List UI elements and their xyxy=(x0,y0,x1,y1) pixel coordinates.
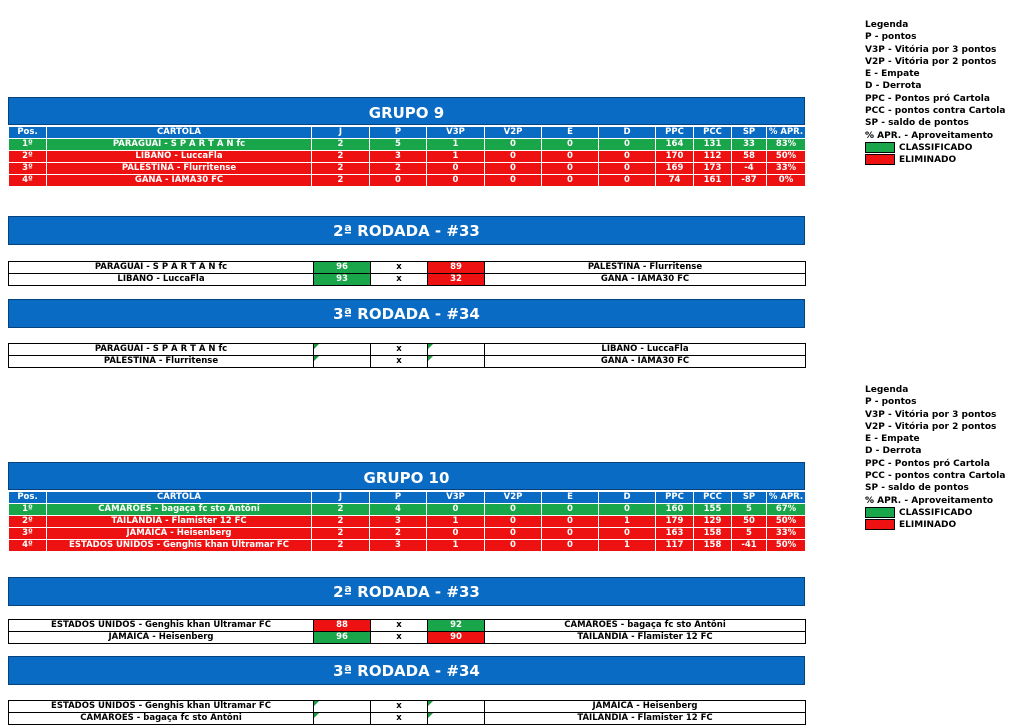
legend-panel xyxy=(865,19,1023,166)
classified-swatch xyxy=(865,142,895,153)
home-team: LÍBANO - LuccaFla xyxy=(9,274,314,286)
col-j: J xyxy=(312,127,370,139)
cell: 0 xyxy=(542,163,599,175)
legend-item: PPC - Pontos pró Cartola xyxy=(865,458,990,469)
legend-item: PCC - pontos contra Cartola xyxy=(865,471,1006,482)
col-v3p: V3P xyxy=(427,127,485,139)
cell: 0 xyxy=(485,504,542,516)
cell: 4º xyxy=(9,540,47,552)
group-10-round-2-matches xyxy=(8,619,805,644)
away-score-empty[interactable] xyxy=(428,356,485,368)
versus: x xyxy=(371,262,428,274)
cell: 1 xyxy=(599,516,656,528)
cell: 2 xyxy=(370,528,427,540)
home-team: PARAGUAI - S P A R T A N fc xyxy=(9,344,314,356)
home-score: 96 xyxy=(314,262,371,274)
cell: PALESTINA - Flurritense xyxy=(47,163,312,175)
table-row xyxy=(9,175,806,187)
legend-item: D - Derrota xyxy=(865,446,922,457)
away-team: GANA - IAMA30 FC xyxy=(485,356,806,368)
cell: 2º xyxy=(9,516,47,528)
cell: 0 xyxy=(599,163,656,175)
classified-swatch xyxy=(865,507,895,518)
home-score: 88 xyxy=(314,620,371,632)
cell: 158 xyxy=(694,540,732,552)
col-e: E xyxy=(542,127,599,139)
cell: 2 xyxy=(312,540,370,552)
versus: x xyxy=(371,344,428,356)
col-p: P xyxy=(370,492,427,504)
col-pcc: PCC xyxy=(694,127,732,139)
group-9-round-3-title: 3ª RODADA - #34 xyxy=(8,299,805,328)
cell: 33% xyxy=(767,163,806,175)
table-row xyxy=(9,540,806,552)
cell: 2º xyxy=(9,151,47,163)
match-row xyxy=(9,620,806,632)
cell: 0 xyxy=(485,175,542,187)
cell: 155 xyxy=(694,504,732,516)
group-10-round-3-title: 3ª RODADA - #34 xyxy=(8,656,805,685)
cell: LÍBANO - LuccaFla xyxy=(47,151,312,163)
cell: 169 xyxy=(656,163,694,175)
cell: 0 xyxy=(427,504,485,516)
group-9-round-2-matches xyxy=(8,261,805,286)
col-d: D xyxy=(599,127,656,139)
cell: 179 xyxy=(656,516,694,528)
cell: 5 xyxy=(732,504,767,516)
home-team: CAMARÕES - bagaça fc sto Antôni xyxy=(9,713,314,725)
away-team: JAMAICA - Heisenberg xyxy=(485,701,806,713)
cell: 173 xyxy=(694,163,732,175)
cell: ESTADOS UNIDOS - Genghis khan Ultramar FC xyxy=(47,540,312,552)
cell: 0 xyxy=(427,175,485,187)
home-team: ESTADOS UNIDOS - Genghis khan Ultramar FC xyxy=(9,620,314,632)
table-row xyxy=(9,139,806,151)
col-ppc: PPC xyxy=(656,492,694,504)
cell: 0 xyxy=(427,163,485,175)
cell: 2 xyxy=(312,139,370,151)
away-score-empty[interactable] xyxy=(428,701,485,713)
match-row xyxy=(9,632,806,644)
cell: 2 xyxy=(312,175,370,187)
home-score-empty[interactable] xyxy=(314,713,371,725)
cell: 161 xyxy=(694,175,732,187)
match-row xyxy=(9,344,806,356)
group-10-round-3-matches xyxy=(8,700,805,725)
group-9-title: GRUPO 9 xyxy=(8,97,805,125)
legend-item: PPC - Pontos pró Cartola xyxy=(865,93,990,104)
col-d: D xyxy=(599,492,656,504)
cell: 1 xyxy=(427,540,485,552)
cell: 0 xyxy=(599,504,656,516)
standings-header xyxy=(9,492,806,504)
col-pos: Pos. xyxy=(9,127,47,139)
col-j: J xyxy=(312,492,370,504)
cell: 5 xyxy=(370,139,427,151)
cell: 0 xyxy=(542,504,599,516)
home-team: JAMAICA - Heisenberg xyxy=(9,632,314,644)
eliminated-swatch xyxy=(865,154,895,165)
cell: 4º xyxy=(9,175,47,187)
cell: 50% xyxy=(767,151,806,163)
cell: 1 xyxy=(427,516,485,528)
col-p: P xyxy=(370,127,427,139)
cell: 0 xyxy=(599,175,656,187)
away-score: 92 xyxy=(428,620,485,632)
legend-title: Legenda xyxy=(865,385,909,395)
legend-item: D - Derrota xyxy=(865,81,922,92)
away-team: CAMARÕES - bagaça fc sto Antôni xyxy=(485,620,806,632)
legend-item: V2P - Vitória por 2 pontos xyxy=(865,56,997,67)
cell: 0 xyxy=(542,175,599,187)
table-row xyxy=(9,504,806,516)
away-score-empty[interactable] xyxy=(428,713,485,725)
cell: 1 xyxy=(427,139,485,151)
match-row xyxy=(9,274,806,286)
group-9-standings xyxy=(8,126,805,187)
cell: 0 xyxy=(427,528,485,540)
cell: 0 xyxy=(485,151,542,163)
versus: x xyxy=(371,274,428,286)
legend-classified-label: CLASSIFICADO xyxy=(899,142,973,153)
cell: 0 xyxy=(542,528,599,540)
cell: 0 xyxy=(542,540,599,552)
cell: 112 xyxy=(694,151,732,163)
group-9-round-3-matches xyxy=(8,343,805,368)
home-score-empty[interactable] xyxy=(314,356,371,368)
versus: x xyxy=(371,620,428,632)
legend-item: E - Empate xyxy=(865,69,920,80)
cell: 131 xyxy=(694,139,732,151)
legend-eliminated xyxy=(865,154,1023,166)
cell: 1 xyxy=(427,151,485,163)
away-score: 89 xyxy=(428,262,485,274)
cell: 170 xyxy=(656,151,694,163)
legend-eliminated-label: ELIMINADO xyxy=(899,154,957,165)
cell: 50% xyxy=(767,516,806,528)
cell: -4 xyxy=(732,163,767,175)
cell: 117 xyxy=(656,540,694,552)
legend-item: PCC - pontos contra Cartola xyxy=(865,106,1006,117)
col-cartola: CARTOLA xyxy=(47,492,312,504)
home-team: PALESTINA - Flurritense xyxy=(9,356,314,368)
cell: 0 xyxy=(485,516,542,528)
home-score-empty[interactable] xyxy=(314,344,371,356)
legend-item: SP - saldo de pontos xyxy=(865,483,969,494)
away-score-empty[interactable] xyxy=(428,344,485,356)
cell: 3º xyxy=(9,528,47,540)
table-row xyxy=(9,151,806,163)
cell: 164 xyxy=(656,139,694,151)
versus: x xyxy=(371,713,428,725)
away-team: LÍBANO - LuccaFla xyxy=(485,344,806,356)
cell: 74 xyxy=(656,175,694,187)
cell: CAMARÕES - bagaça fc sto Antôni xyxy=(47,504,312,516)
away-team: PALESTINA - Flurritense xyxy=(485,262,806,274)
away-team: TAILÂNDIA - Flamister 12 FC xyxy=(485,632,806,644)
legend-panel xyxy=(865,384,1023,531)
cell: 0 xyxy=(542,516,599,528)
cell: 0 xyxy=(599,139,656,151)
home-score: 96 xyxy=(314,632,371,644)
col-pos: Pos. xyxy=(9,492,47,504)
cell: 3º xyxy=(9,163,47,175)
cell: 0 xyxy=(485,528,542,540)
cell: 58 xyxy=(732,151,767,163)
cell: 83% xyxy=(767,139,806,151)
cell: 50 xyxy=(732,516,767,528)
legend-item: % APR. - Aproveitamento xyxy=(865,495,994,506)
versus: x xyxy=(371,701,428,713)
col-v2p: V2P xyxy=(485,492,542,504)
cell: GANA - IAMA30 FC xyxy=(47,175,312,187)
table-row xyxy=(9,163,806,175)
legend-item: SP - saldo de pontos xyxy=(865,118,969,129)
home-team: ESTADOS UNIDOS - Genghis khan Ultramar FC xyxy=(9,701,314,713)
away-team: TAILÂNDIA - Flamister 12 FC xyxy=(485,713,806,725)
cell: -41 xyxy=(732,540,767,552)
group-10-title: GRUPO 10 xyxy=(8,462,805,490)
cell: 160 xyxy=(656,504,694,516)
cell: JAMAICA - Heisenberg xyxy=(47,528,312,540)
cell: 163 xyxy=(656,528,694,540)
legend-item: V2P - Vitória por 2 pontos xyxy=(865,421,997,432)
cell: -87 xyxy=(732,175,767,187)
cell: 2 xyxy=(312,163,370,175)
col-cartola: CARTOLA xyxy=(47,127,312,139)
cell: 5 xyxy=(732,528,767,540)
cell: 3 xyxy=(370,540,427,552)
col-ppc: PPC xyxy=(656,127,694,139)
table-row xyxy=(9,528,806,540)
legend-title: Legenda xyxy=(865,20,909,30)
home-score: 93 xyxy=(314,274,371,286)
legend-item: P - pontos xyxy=(865,397,917,408)
col-sp: SP xyxy=(732,492,767,504)
eliminated-swatch xyxy=(865,519,895,530)
cell: 0 xyxy=(599,528,656,540)
away-team: GANA - IAMA30 FC xyxy=(485,274,806,286)
cell: 129 xyxy=(694,516,732,528)
table-row xyxy=(9,516,806,528)
col-v3p: V3P xyxy=(427,492,485,504)
versus: x xyxy=(371,356,428,368)
cell: 2 xyxy=(312,151,370,163)
cell: 33% xyxy=(767,528,806,540)
cell: 0 xyxy=(542,151,599,163)
group-10-standings xyxy=(8,491,805,552)
cell: 67% xyxy=(767,504,806,516)
cell: 2 xyxy=(312,528,370,540)
cell: 3 xyxy=(370,151,427,163)
cell: 2 xyxy=(370,163,427,175)
versus: x xyxy=(371,632,428,644)
legend-classified-label: CLASSIFICADO xyxy=(899,507,973,518)
legend-item: P - pontos xyxy=(865,32,917,43)
legend-classified xyxy=(865,507,1023,519)
cell: 1 xyxy=(599,540,656,552)
legend-item: V3P - Vitória por 3 pontos xyxy=(865,409,997,420)
cell: 3 xyxy=(370,516,427,528)
cell: 50% xyxy=(767,540,806,552)
legend-classified xyxy=(865,142,1023,154)
col-sp: SP xyxy=(732,127,767,139)
away-score: 90 xyxy=(428,632,485,644)
cell: PARAGUAI - S P A R T A N fc xyxy=(47,139,312,151)
cell: 0 xyxy=(370,175,427,187)
cell: 0% xyxy=(767,175,806,187)
away-score: 32 xyxy=(428,274,485,286)
col-apr: % APR. xyxy=(767,127,806,139)
home-team: PARAGUAI - S P A R T A N fc xyxy=(9,262,314,274)
cell: 0 xyxy=(485,540,542,552)
legend-item: E - Empate xyxy=(865,434,920,445)
match-row xyxy=(9,356,806,368)
match-row xyxy=(9,713,806,725)
col-pcc: PCC xyxy=(694,492,732,504)
cell: TAILÂNDIA - Flamister 12 FC xyxy=(47,516,312,528)
cell: 4 xyxy=(370,504,427,516)
legend-item: V3P - Vitória por 3 pontos xyxy=(865,44,997,55)
legend-item: % APR. - Aproveitamento xyxy=(865,130,994,141)
cell: 158 xyxy=(694,528,732,540)
cell: 0 xyxy=(542,139,599,151)
group-9-round-2-title: 2ª RODADA - #33 xyxy=(8,216,805,245)
legend-eliminated xyxy=(865,519,1023,531)
cell: 2 xyxy=(312,504,370,516)
col-v2p: V2P xyxy=(485,127,542,139)
group-10-round-2-title: 2ª RODADA - #33 xyxy=(8,577,805,606)
cell: 2 xyxy=(312,516,370,528)
legend-eliminated-label: ELIMINADO xyxy=(899,519,957,530)
col-apr: % APR. xyxy=(767,492,806,504)
standings-header xyxy=(9,127,806,139)
cell: 0 xyxy=(485,163,542,175)
cell: 0 xyxy=(599,151,656,163)
cell: 1º xyxy=(9,139,47,151)
home-score-empty[interactable] xyxy=(314,701,371,713)
cell: 0 xyxy=(485,139,542,151)
match-row xyxy=(9,701,806,713)
cell: 1º xyxy=(9,504,47,516)
cell: 33 xyxy=(732,139,767,151)
col-e: E xyxy=(542,492,599,504)
match-row xyxy=(9,262,806,274)
